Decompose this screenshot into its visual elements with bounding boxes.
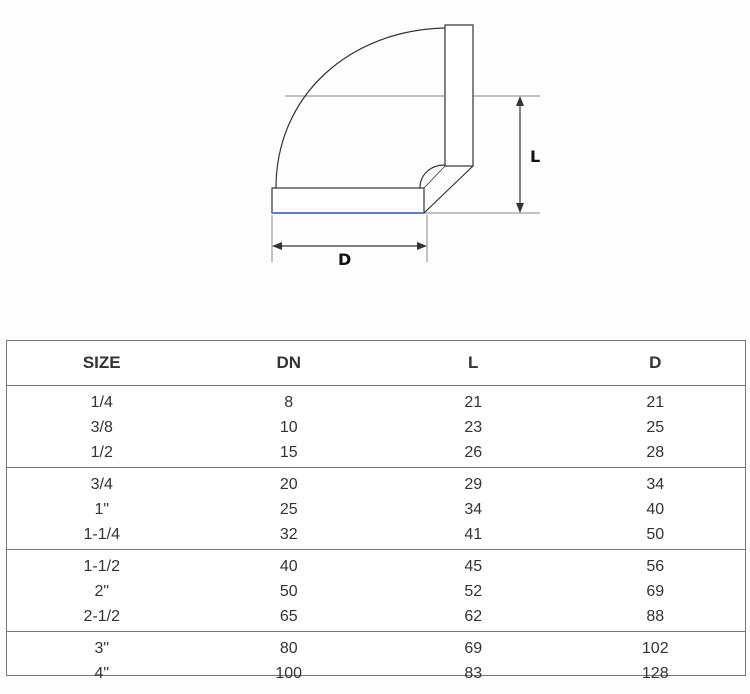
table-group — [7, 386, 745, 468]
cell-l: 52 — [464, 582, 483, 600]
l-dimension-label: L — [530, 147, 541, 166]
table-group — [7, 632, 745, 688]
cell-l: 23 — [464, 418, 483, 436]
table-row — [7, 604, 745, 629]
cell-size: 1" — [94, 500, 110, 518]
table-row — [7, 579, 745, 604]
table-row — [7, 661, 745, 686]
cell-dn: 15 — [279, 443, 298, 461]
cell-l: 21 — [464, 393, 483, 411]
table-group — [7, 550, 745, 632]
cell-dn: 8 — [284, 393, 294, 411]
header-d: D — [649, 353, 662, 372]
cell-d: 88 — [646, 607, 665, 625]
cell-l: 83 — [464, 664, 483, 682]
cell-dn: 20 — [279, 475, 298, 493]
cell-d: 50 — [646, 525, 665, 543]
horizontal-flange — [272, 188, 424, 213]
cell-size: 2" — [94, 582, 110, 600]
cell-d: 25 — [646, 418, 665, 436]
cell-size: 3/8 — [90, 418, 113, 436]
cell-size: 4" — [94, 664, 110, 682]
cell-d: 69 — [646, 582, 665, 600]
l-arrow-down — [516, 203, 524, 213]
d-dimension-label: D — [338, 250, 352, 269]
elbow-outer-curve — [276, 28, 445, 188]
cell-d: 56 — [646, 557, 665, 575]
chamfer-line — [424, 166, 473, 213]
elbow-fitting-drawing — [0, 0, 750, 300]
table-row — [7, 554, 745, 579]
cell-d: 102 — [641, 639, 669, 657]
cell-size: 1-1/4 — [83, 525, 120, 543]
table-row — [7, 440, 745, 465]
cell-d: 21 — [646, 393, 665, 411]
d-arrow-left — [272, 242, 282, 250]
chamfer-inner-line — [424, 166, 445, 188]
elbow-inner-curve — [420, 165, 445, 188]
cell-dn: 25 — [279, 500, 298, 518]
dimension-table — [6, 340, 746, 682]
cell-l: 29 — [464, 475, 483, 493]
cell-d: 28 — [646, 443, 665, 461]
cell-size: 1/2 — [90, 443, 113, 461]
cell-size: 3" — [94, 639, 110, 657]
cell-d: 128 — [641, 664, 669, 682]
cell-dn: 50 — [279, 582, 298, 600]
cell-dn: 32 — [279, 525, 298, 543]
cell-dn: 65 — [279, 607, 298, 625]
cell-l: 41 — [464, 525, 483, 543]
table-row — [7, 472, 745, 497]
table-row — [7, 497, 745, 522]
cell-l: 34 — [464, 500, 483, 518]
vertical-flange — [445, 25, 473, 166]
cell-size: 2-1/2 — [83, 607, 120, 625]
table-row — [7, 522, 745, 547]
header-dn: DN — [276, 353, 302, 372]
cell-size: 1-1/2 — [83, 557, 120, 575]
table-row — [7, 636, 745, 661]
table-group — [7, 468, 745, 550]
l-arrow-up — [516, 96, 524, 106]
cell-dn: 40 — [279, 557, 298, 575]
cell-dn: 80 — [279, 639, 298, 657]
header-size: SIZE — [82, 353, 121, 372]
cell-l: 45 — [464, 557, 483, 575]
cell-d: 34 — [646, 475, 665, 493]
cell-d: 40 — [646, 500, 665, 518]
table-row — [7, 390, 745, 415]
cell-dn: 10 — [279, 418, 298, 436]
cell-l: 62 — [464, 607, 483, 625]
cell-l: 26 — [464, 443, 483, 461]
header-l: L — [468, 353, 479, 372]
table-row — [7, 415, 745, 440]
d-arrow-right — [417, 242, 427, 250]
table-header — [7, 341, 745, 386]
cell-dn: 100 — [275, 664, 303, 682]
cell-l: 69 — [464, 639, 483, 657]
cell-size: 1/4 — [90, 393, 113, 411]
cell-size: 3/4 — [90, 475, 113, 493]
